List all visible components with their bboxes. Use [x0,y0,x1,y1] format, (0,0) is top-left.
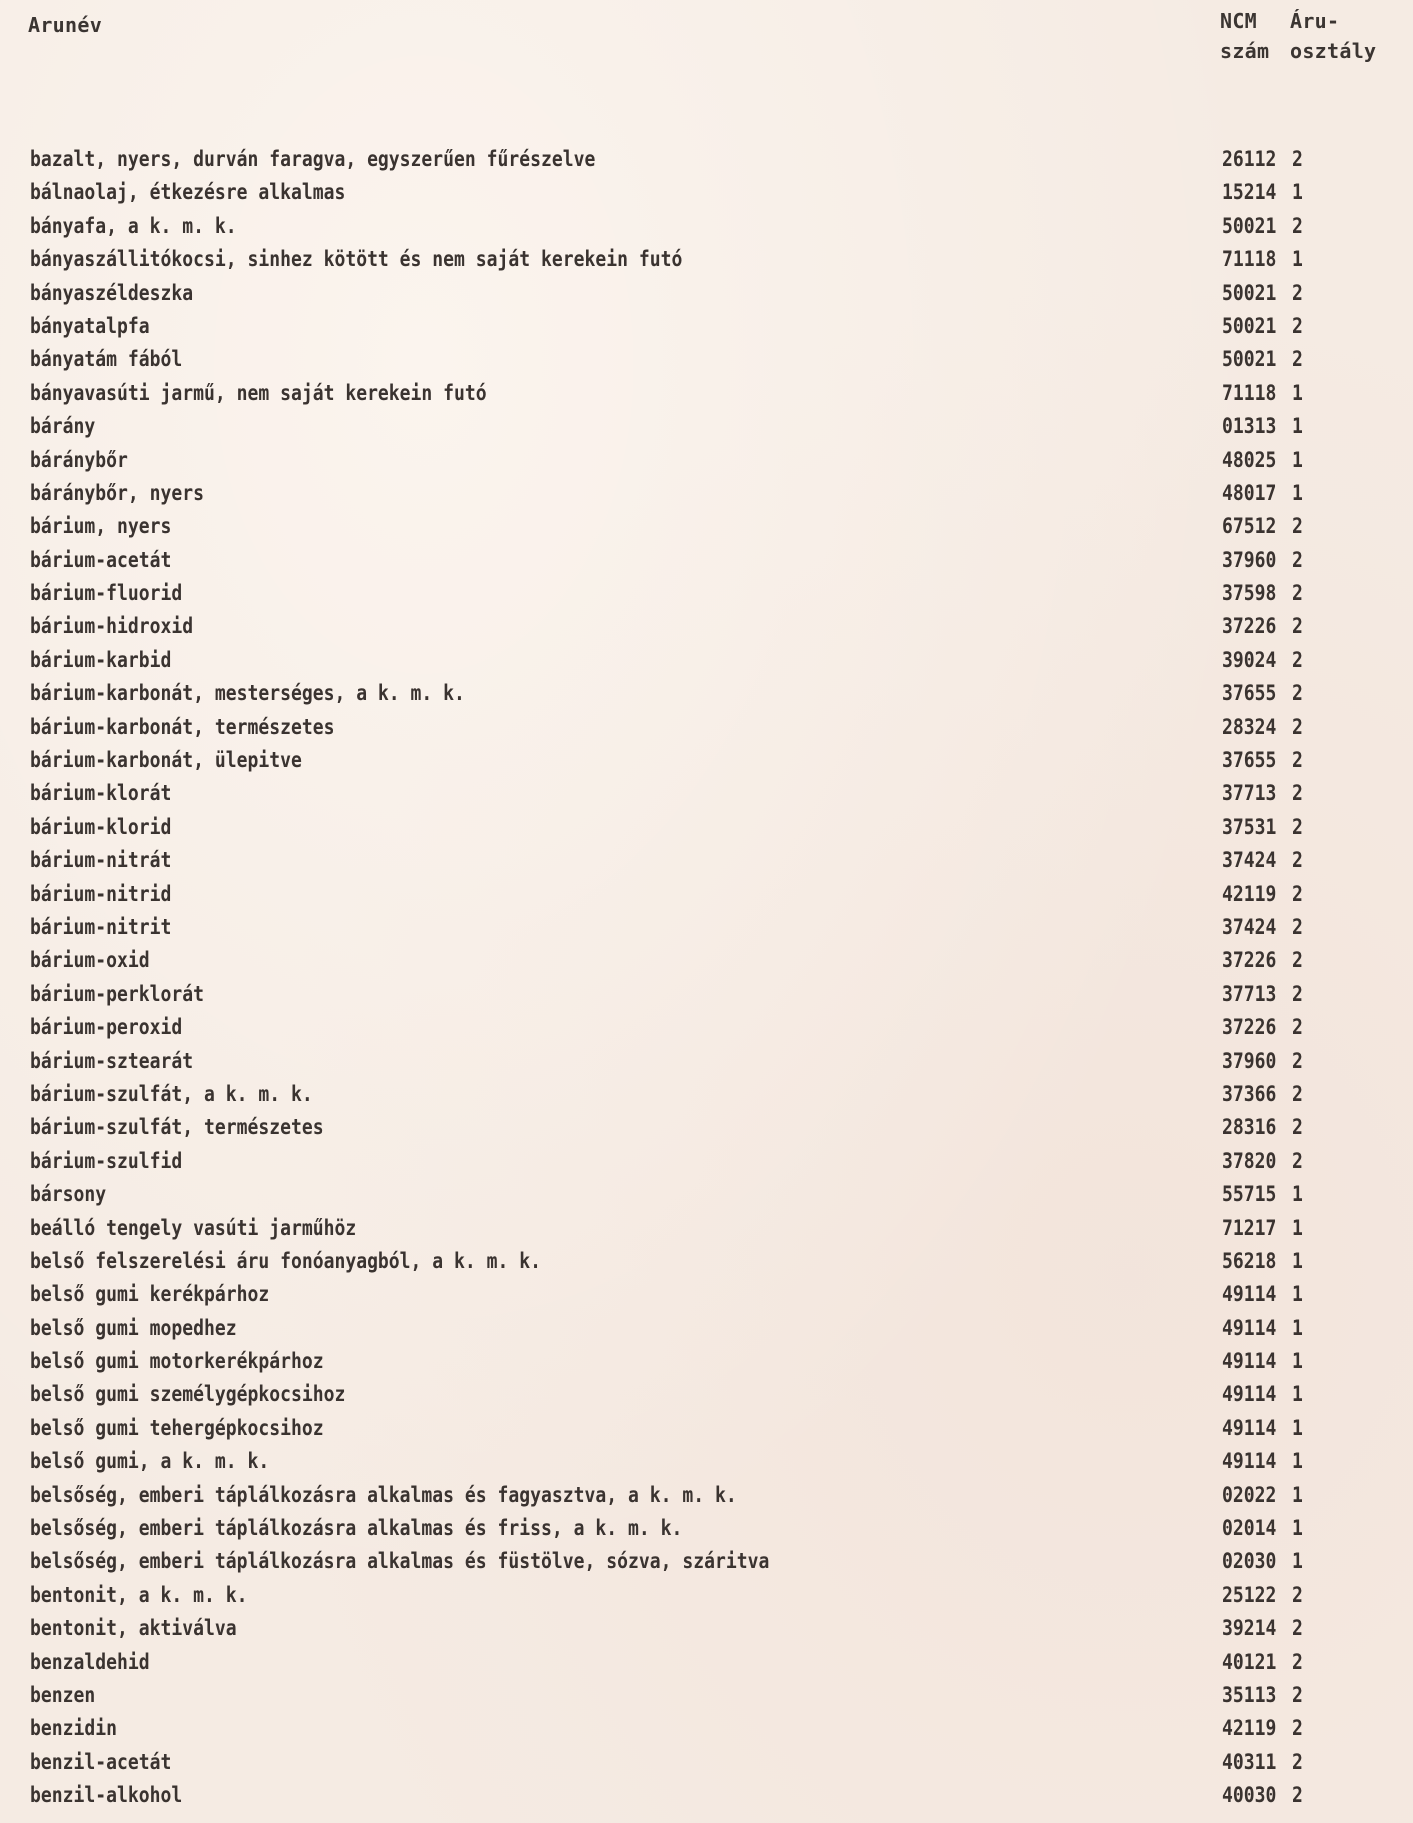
item-name: bárium-fluorid [30,581,183,606]
item-name: belsőség, emberi táplálkozásra alkalmas és friss, a k. m. k. [30,1516,683,1541]
class-number: 2 [1292,1115,1303,1140]
table-row [0,1145,1413,1178]
class-number: 2 [1292,1081,1303,1106]
table-row [0,1011,1413,1044]
ncm-number: 25122 [1222,1582,1277,1607]
class-number: 1 [1292,1182,1303,1207]
class-number: 2 [1292,848,1303,873]
ncm-number: 55715 [1222,1182,1277,1207]
table-row [0,844,1413,877]
ncm-number: 48017 [1222,480,1277,505]
class-number: 2 [1292,714,1303,739]
table-row [0,744,1413,777]
item-name: bányaszállitókocsi, sinhez kötött és nem saját kerekein futó [30,247,683,272]
class-number: 1 [1292,480,1303,505]
ncm-number: 42119 [1222,1716,1277,1741]
item-name: bárium-acetát [30,547,172,572]
item-name: belső gumi személygépkocsihoz [30,1382,346,1407]
ncm-number: 37960 [1222,547,1277,572]
class-number: 2 [1292,748,1303,773]
item-name: bárium-szulfát, a k. m. k. [30,1081,313,1106]
table-row [0,1445,1413,1478]
table-row [0,1245,1413,1278]
table-row [0,577,1413,610]
class-number: 1 [1292,1516,1303,1541]
ncm-number: 37655 [1222,681,1277,706]
class-number: 1 [1292,1349,1303,1374]
ncm-number: 50021 [1222,213,1277,238]
class-number: 1 [1292,1248,1303,1273]
table-row [0,1078,1413,1111]
table-row [0,978,1413,1011]
ncm-number: 28316 [1222,1115,1277,1140]
class-number: 1 [1292,414,1303,439]
table-row [0,1412,1413,1445]
ncm-number: 50021 [1222,313,1277,338]
table-row [0,1345,1413,1378]
table-row [0,210,1413,243]
table-row [0,1679,1413,1712]
ncm-number: 28324 [1222,714,1277,739]
item-name: bentonit, a k. m. k. [30,1582,248,1607]
class-number: 1 [1292,380,1303,405]
item-name: bentonit, aktiválva [30,1616,237,1641]
item-name: belsőség, emberi táplálkozásra alkalmas és füstölve, sózva, száritva [30,1549,770,1574]
table-row [0,410,1413,443]
ncm-number: 71217 [1222,1215,1277,1240]
ncm-number: 37226 [1222,1015,1277,1040]
ncm-number: 37598 [1222,581,1277,606]
table-row [0,477,1413,510]
ncm-number: 37366 [1222,1081,1277,1106]
ncm-number: 49114 [1222,1349,1277,1374]
class-number: 2 [1292,1749,1303,1774]
table-row [0,811,1413,844]
table-row [0,944,1413,977]
ncm-number: 37226 [1222,948,1277,973]
ncm-number: 50021 [1222,280,1277,305]
table-row [0,610,1413,643]
item-name: belső gumi motorkerékpárhoz [30,1349,324,1374]
item-name: bárium-klorát [30,781,172,806]
class-number: 2 [1292,1716,1303,1741]
table-row [0,711,1413,744]
class-number: 1 [1292,447,1303,472]
item-name: bárány [30,414,96,439]
ncm-number: 37424 [1222,914,1277,939]
table-row [0,1579,1413,1612]
class-number: 2 [1292,1048,1303,1073]
item-name: bányavasúti jarmű, nem saját kerekein futó [30,380,487,405]
item-name: belső gumi tehergépkocsihoz [30,1415,324,1440]
class-number: 2 [1292,881,1303,906]
ncm-number: 37424 [1222,848,1277,873]
table-row [0,1612,1413,1645]
table-row [0,1479,1413,1512]
ncm-number: 71118 [1222,247,1277,272]
class-number: 1 [1292,1382,1303,1407]
table-row [0,1212,1413,1245]
item-name: beálló tengely vasúti jarműhöz [30,1215,357,1240]
class-number: 1 [1292,1215,1303,1240]
class-number: 1 [1292,1549,1303,1574]
ncm-number: 37820 [1222,1148,1277,1173]
ncm-number: 56218 [1222,1248,1277,1273]
table-row [0,143,1413,176]
class-number: 1 [1292,1415,1303,1440]
table-row [0,1512,1413,1545]
class-number: 2 [1292,1649,1303,1674]
class-number: 2 [1292,1783,1303,1808]
class-number: 2 [1292,581,1303,606]
ncm-number: 37960 [1222,1048,1277,1073]
item-name: bárium-nitrát [30,848,172,873]
header-ncm-szam: NCM szám [1220,9,1270,63]
table-row [0,377,1413,410]
table-row [0,1712,1413,1745]
ncm-number: 02014 [1222,1516,1277,1541]
item-name: belső gumi, a k. m. k. [30,1449,270,1474]
ncm-number: 37655 [1222,748,1277,773]
ncm-number: 71118 [1222,380,1277,405]
item-name: belső felszerelési áru fonóanyagból, a k. m. k. [30,1248,542,1273]
table-row [0,878,1413,911]
ncm-number: 39214 [1222,1616,1277,1641]
class-number: 1 [1292,1282,1303,1307]
class-number: 1 [1292,1315,1303,1340]
table-row [0,1378,1413,1411]
class-number: 2 [1292,614,1303,639]
item-name: bányatám fából [30,347,183,372]
item-name: benzidin [30,1716,117,1741]
class-number: 2 [1292,647,1303,672]
item-name: bárium, nyers [30,514,172,539]
ncm-number: 49114 [1222,1315,1277,1340]
ncm-number: 49114 [1222,1382,1277,1407]
item-name: bárium-sztearát [30,1048,194,1073]
item-name: benzaldehid [30,1649,150,1674]
item-name: bányaszéldeszka [30,280,194,305]
table-row [0,510,1413,543]
table-row [0,677,1413,710]
ncm-number: 15214 [1222,180,1277,205]
table-row [0,310,1413,343]
class-number: 2 [1292,1682,1303,1707]
header-arunev: Arunév [28,13,103,37]
class-number: 2 [1292,147,1303,171]
table-row [0,1545,1413,1578]
ncm-number: 37226 [1222,614,1277,639]
ncm-number: 35113 [1222,1682,1277,1707]
class-number: 2 [1292,514,1303,539]
class-number: 2 [1292,1582,1303,1607]
item-name: bárium-perklorát [30,981,204,1006]
item-name: bárium-oxid [30,948,150,973]
table-row [0,644,1413,677]
item-list [0,143,1413,1813]
class-number: 2 [1292,981,1303,1006]
ncm-number: 01313 [1222,414,1277,439]
class-number: 2 [1292,948,1303,973]
ncm-number: 40311 [1222,1749,1277,1774]
class-number: 2 [1292,1616,1303,1641]
item-name: bárium-szulfát, természetes [30,1115,324,1140]
item-name: benzil-alkohol [30,1783,183,1808]
ncm-number: 42119 [1222,881,1277,906]
table-row [0,1779,1413,1812]
table-row [0,1178,1413,1211]
class-number: 2 [1292,781,1303,806]
item-name: bárium-peroxid [30,1015,183,1040]
item-name: belső gumi mopedhez [30,1315,237,1340]
class-number: 1 [1292,1482,1303,1507]
ncm-number: 48025 [1222,447,1277,472]
table-row [0,243,1413,276]
class-number: 2 [1292,213,1303,238]
class-number: 2 [1292,547,1303,572]
ncm-number: 02030 [1222,1549,1277,1574]
table-row [0,1111,1413,1144]
item-name: bárium-hidroxid [30,614,194,639]
ncm-number: 37531 [1222,814,1277,839]
class-number: 1 [1292,247,1303,272]
ncm-number: 37713 [1222,781,1277,806]
class-number: 1 [1292,180,1303,205]
class-number: 2 [1292,914,1303,939]
class-number: 2 [1292,814,1303,839]
ncm-number: 02022 [1222,1482,1277,1507]
item-name: báránybőr, nyers [30,480,204,505]
ncm-number: 67512 [1222,514,1277,539]
item-name: bárium-nitrit [30,914,172,939]
table-row [0,444,1413,477]
item-name: bazalt, nyers, durván faragva, egyszerűen fűrészelve [30,147,596,171]
ncm-number: 37713 [1222,981,1277,1006]
class-number: 2 [1292,681,1303,706]
item-name: bárium-karbid [30,647,172,672]
header-aru-osztaly: Áru- osztály [1290,9,1377,63]
table-row [0,1746,1413,1779]
item-name: bársony [30,1182,107,1207]
table-row [0,911,1413,944]
table-row [0,277,1413,310]
item-name: bálnaolaj, étkezésre alkalmas [30,180,346,205]
item-name: bárium-nitrid [30,881,172,906]
item-name: bárium-karbonát, ülepitve [30,748,302,773]
table-row [0,1646,1413,1679]
item-name: báránybőr [30,447,128,472]
ncm-number: 39024 [1222,647,1277,672]
item-name: bárium-karbonát, természetes [30,714,335,739]
ncm-number: 40030 [1222,1783,1277,1808]
item-name: bányatalpfa [30,313,150,338]
class-number: 2 [1292,347,1303,372]
item-name: benzen [30,1682,96,1707]
table-row [0,1045,1413,1078]
table-row [0,544,1413,577]
ncm-number: 40121 [1222,1649,1277,1674]
ncm-number: 26112 [1222,147,1277,171]
item-name: bárium-szulfid [30,1148,183,1173]
table-row [0,1312,1413,1345]
item-name: benzil-acetát [30,1749,172,1774]
table-row [0,777,1413,810]
item-name: belső gumi kerékpárhoz [30,1282,270,1307]
item-name: bárium-karbonát, mesterséges, a k. m. k. [30,681,465,706]
table-row [0,1278,1413,1311]
item-name: belsőség, emberi táplálkozásra alkalmas és fagyasztva, a k. m. k. [30,1482,737,1507]
class-number: 2 [1292,280,1303,305]
item-name: bányafa, a k. m. k. [30,213,237,238]
ncm-number: 49114 [1222,1449,1277,1474]
class-number: 2 [1292,313,1303,338]
ncm-number: 50021 [1222,347,1277,372]
class-number: 2 [1292,1015,1303,1040]
ncm-number: 49114 [1222,1282,1277,1307]
table-row [0,176,1413,209]
class-number: 1 [1292,1449,1303,1474]
ncm-number: 49114 [1222,1415,1277,1440]
class-number: 2 [1292,1148,1303,1173]
table-row [0,343,1413,376]
item-name: bárium-klorid [30,814,172,839]
